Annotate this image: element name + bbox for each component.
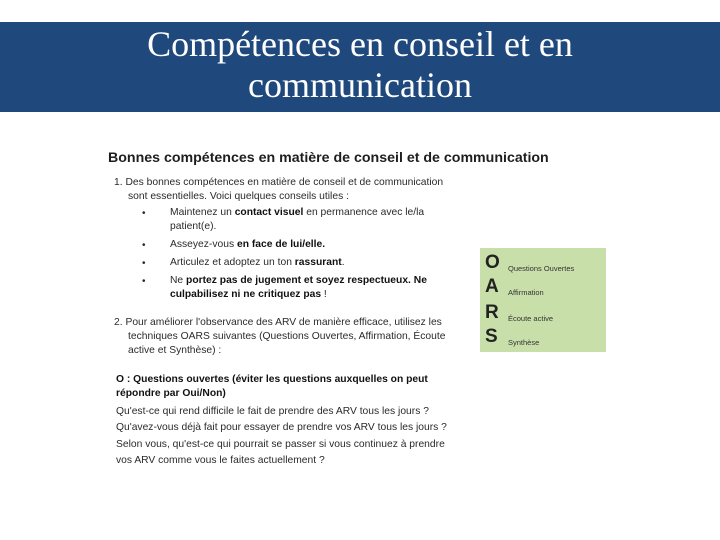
oars-word-o: Questions Ouvertes bbox=[508, 264, 575, 273]
bullet-4-text-end: ! bbox=[321, 289, 327, 300]
question-3-line-1: Selon vous, qu'est-ce qui pourrait se passer si vous continuez à prendre bbox=[116, 439, 445, 450]
bullet-2-text: Asseyez-vous bbox=[170, 239, 237, 250]
item-2-line-1: 2. Pour améliorer l'observance des ARV de manière efficace, utilisez les bbox=[114, 317, 442, 328]
bullet-1-bold: contact visuel bbox=[234, 207, 304, 218]
bullet-4-line-2 bbox=[170, 288, 327, 302]
bullet-1-line-1 bbox=[170, 206, 424, 220]
item-2-line-2: techniques OARS suivantes (Questions Ouvertes, Affirmation, Écoute bbox=[128, 331, 446, 342]
bullet-3-line bbox=[170, 256, 345, 270]
bullet-marker: • bbox=[142, 258, 146, 269]
bullet-4-line-1 bbox=[170, 274, 427, 288]
item-1-line-2: sont essentielles. Voici quelques conseils utiles : bbox=[128, 191, 349, 202]
slide-title bbox=[0, 24, 720, 106]
bullet-4-bold: portez pas de jugement et soyez respectueux. Ne bbox=[186, 275, 427, 286]
bullet-1-text-end: en permanence avec le/la bbox=[303, 207, 425, 218]
bullet-3-bold: rassurant bbox=[294, 257, 342, 268]
bullet-2-bold: en face de lui/elle. bbox=[236, 239, 326, 250]
bullet-4-text: Ne bbox=[170, 275, 187, 286]
oars-letter-r: R bbox=[485, 302, 499, 323]
o-heading-line-2 bbox=[116, 387, 226, 401]
bullet-1-line-2: patient(e). bbox=[170, 221, 217, 232]
question-2: Qu'avez-vous déjà fait pour essayer de prendre vos ARV tous les jours ? bbox=[116, 422, 447, 433]
bullet-2-line bbox=[170, 238, 325, 252]
oars-box bbox=[480, 248, 606, 352]
slide-title-line-1: Compétences en conseil et en bbox=[147, 24, 573, 64]
oars-letter-s: S bbox=[485, 326, 498, 347]
slide-title-line-2: communication bbox=[248, 65, 472, 105]
title-bar bbox=[0, 22, 720, 112]
question-1: Qu'est-ce qui rend difficile le fait de prendre des ARV tous les jours ? bbox=[116, 406, 429, 417]
bullet-1-text: Maintenez un bbox=[170, 207, 235, 218]
item-1-line-1: 1. Des bonnes compétences en matière de conseil et de communication bbox=[114, 177, 444, 188]
bullet-3-text: Articulez et adoptez un ton bbox=[170, 257, 295, 268]
oars-letter-a: A bbox=[485, 276, 499, 297]
bullet-marker: • bbox=[142, 208, 146, 219]
o-heading-line-1 bbox=[116, 373, 428, 387]
bullet-marker: • bbox=[142, 240, 146, 251]
question-3-line-2: vos ARV comme vous le faites actuellement ? bbox=[116, 455, 325, 466]
document-heading: Bonnes compétences en matière de conseil et de communication bbox=[108, 150, 549, 166]
oars-word-a: Affirmation bbox=[508, 288, 544, 297]
bullet-marker: • bbox=[142, 276, 146, 287]
item-2-line-3: active et Synthèse) : bbox=[128, 345, 222, 356]
oars-letter-o: O bbox=[485, 252, 500, 273]
bullet-3-text-end: . bbox=[341, 257, 345, 268]
bullet-4-bold-2: culpabilisez ni ne critiquez pas bbox=[170, 289, 322, 300]
o-heading-text-1: O : Questions ouvertes (éviter les questions auxquelles on peut bbox=[116, 374, 428, 385]
oars-word-r: Écoute active bbox=[508, 314, 554, 323]
o-heading-text-2: répondre par Oui/Non) bbox=[116, 388, 226, 399]
oars-word-s: Synthèse bbox=[508, 338, 540, 347]
